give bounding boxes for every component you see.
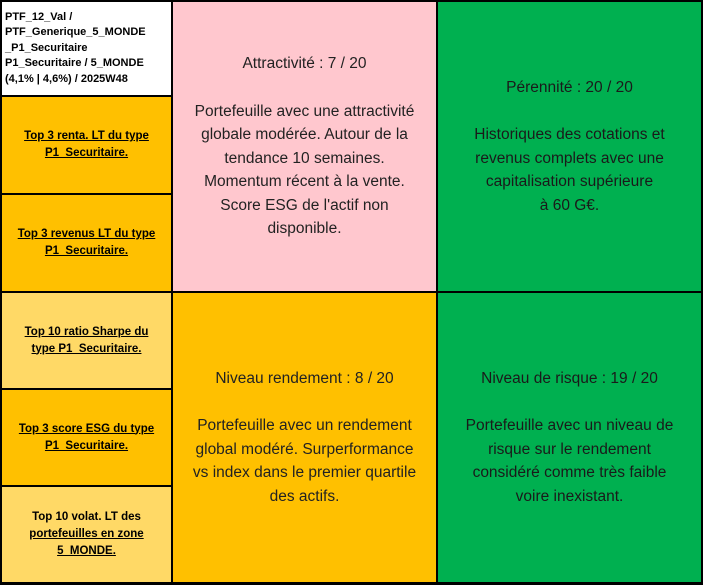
header-line-1: PTF_12_Val / — [5, 10, 73, 23]
badge-line: Top 3 renta. LT du type — [24, 130, 149, 142]
header-line-4: P1_Securitaire / 5_MONDE — [5, 57, 144, 70]
badge-top3-revenus — [1, 194, 172, 292]
panel-text: Portefeuille avec un niveau de risque sur le rendement considéré comme très faible voire inexistant. — [465, 417, 674, 505]
panel-text: Historiques des cotations et revenus complets avec une capitalisation supérieure à 60 G€. — [474, 126, 665, 214]
badge-line: P1_Securitaire. — [44, 439, 129, 452]
badge-top10-volat — [1, 486, 172, 583]
badge-line: Top 3 score ESG du type — [18, 422, 155, 435]
panel-text: Portefeuille avec une attractivité globale modérée. Autour de la tendance 10 semaines. Momentum récent à la vente. Score ESG de l'actif non disponible. — [194, 102, 415, 238]
badge-line: Top 10 volat. LT des — [32, 511, 141, 523]
badge-top10-sharpe — [1, 292, 172, 389]
badge-line: P1_Securitaire. — [44, 245, 129, 257]
panel-rendement — [172, 292, 437, 583]
panel-text: Portefeuille avec un rendement global modéré. Surperformance vs index dans le premier quartile des actifs. — [192, 417, 417, 505]
panel-title: Niveau rendement : 8 / 20 — [215, 369, 394, 387]
badge-line: 5_MONDE. — [57, 545, 116, 557]
badge-line: portefeuilles en zone — [29, 528, 144, 540]
header-line-2: PTF_Generique_5_MONDE — [5, 26, 146, 39]
badge-line: P1_Securitaire. — [44, 147, 129, 159]
badge-line: type P1_Securitaire. — [31, 342, 142, 355]
panel-attractivite — [172, 1, 437, 292]
badge-top3-renta — [1, 96, 172, 194]
header-line-5: (4,1% | 4,6%) / 2025W48 — [5, 72, 128, 85]
panel-title: Pérennité : 20 / 20 — [506, 78, 633, 96]
badge-line: Top 3 revenus LT du type — [17, 228, 156, 240]
panel-perennite — [437, 1, 702, 292]
portfolio-header — [1, 1, 172, 96]
badge-top3-esg — [1, 389, 172, 486]
panel-title: Attractivité : 7 / 20 — [242, 55, 367, 73]
panel-risque — [437, 292, 702, 583]
header-line-3: _P1_Securitaire — [5, 41, 88, 54]
badge-line: Top 10 ratio Sharpe du — [24, 325, 149, 338]
panel-title: Niveau de risque : 19 / 20 — [481, 369, 658, 387]
